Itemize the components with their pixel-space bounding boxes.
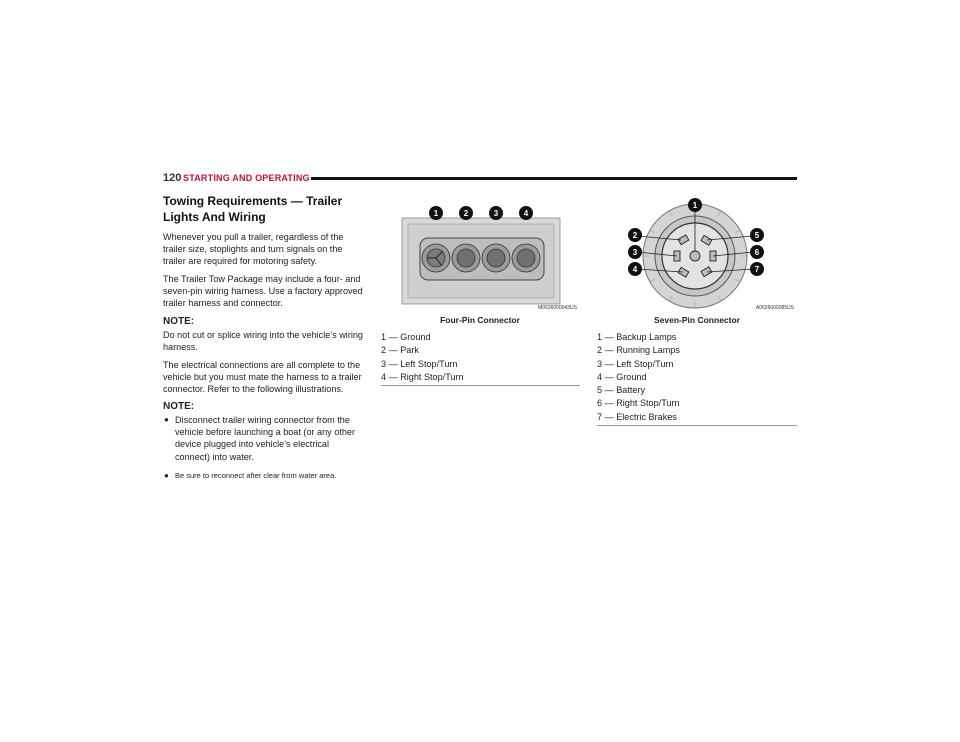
legend-row: 1 — Backup Lamps (597, 332, 677, 342)
callout-7: 7 (754, 265, 760, 274)
legend-row: 2 — Running Lamps (597, 345, 680, 356)
note-text: Do not cut or splice wiring into the vehicle’s wiring harness. (163, 329, 363, 352)
legend-row: 5 — Battery (597, 385, 646, 396)
legend-row: 3 — Left Stop/Turn (381, 358, 458, 369)
figure-code: M0636000043US (538, 305, 577, 311)
seven-pin-figure (597, 194, 797, 312)
list-item-text: Be sure to reconnect after clear from water area. (175, 470, 337, 480)
legend-rule (381, 385, 580, 386)
header-rule (311, 177, 797, 180)
section-title: STARTING AND OPERATING (183, 173, 310, 183)
list-item (163, 414, 365, 462)
article-column (163, 193, 365, 489)
figure-code: A0636000085US (755, 305, 794, 311)
legend-row: 1 — Ground (381, 332, 431, 342)
four-pin-caption: Four-Pin Connector (440, 315, 520, 325)
page-header (163, 172, 797, 186)
legend-row: 4 — Ground (597, 371, 647, 382)
four-pin-figure (380, 196, 580, 312)
seven-pin-legend (597, 331, 797, 426)
page-number: 120 (163, 172, 182, 184)
callout-4: 4 (523, 209, 529, 218)
article-title: Towing Requirements — Trailer Lights And Wiring (163, 194, 343, 224)
callout-1: 1 (433, 209, 439, 218)
paragraph: The Trailer Tow Package may include a four- and seven-pin wiring harness. Use a factory approved trailer harness and connector. (163, 274, 363, 309)
bullet-icon: ● (164, 470, 169, 480)
callout-3: 3 (632, 248, 638, 257)
callout-5: 5 (754, 231, 760, 240)
callout-2: 2 (463, 209, 469, 218)
legend-row: 2 — Park (381, 345, 419, 356)
four-pin-connector-illustration (380, 196, 580, 312)
legend-row: 4 — Right Stop/Turn (381, 371, 464, 382)
note-bullet-list (163, 414, 365, 481)
paragraph: Whenever you pull a trailer, regardless of the trailer size, stoplights and turn signals on the trailer are required for motoring safety. (163, 232, 344, 267)
seven-pin-caption: Seven-Pin Connector (654, 315, 740, 325)
legend-row: 3 — Left Stop/Turn (597, 358, 674, 369)
four-pin-legend (381, 331, 580, 386)
note-label: NOTE: (163, 315, 195, 327)
list-item-text: Disconnect trailer wiring connector from the vehicle before launching a boat (or any other device plugged into vehicle’s electrical connect) into water. (175, 415, 355, 462)
seven-pin-connector-illustration (597, 194, 797, 312)
bullet-icon: ● (164, 415, 169, 425)
callout-2: 2 (632, 231, 638, 240)
list-item (163, 470, 365, 482)
callout-3: 3 (493, 209, 499, 218)
legend-rule (597, 425, 797, 426)
callout-4: 4 (632, 265, 638, 274)
paragraph: The electrical connections are all complete to the vehicle but you must mate the harness to a trailer connector. Refer to the following illustrations. (163, 359, 362, 395)
legend-row: 7 — Electric Brakes (597, 411, 677, 422)
legend-row: 6 — Right Stop/Turn (597, 398, 680, 409)
callout-6: 6 (754, 248, 760, 257)
callout-1: 1 (692, 201, 698, 210)
note-label: NOTE: (163, 401, 195, 413)
